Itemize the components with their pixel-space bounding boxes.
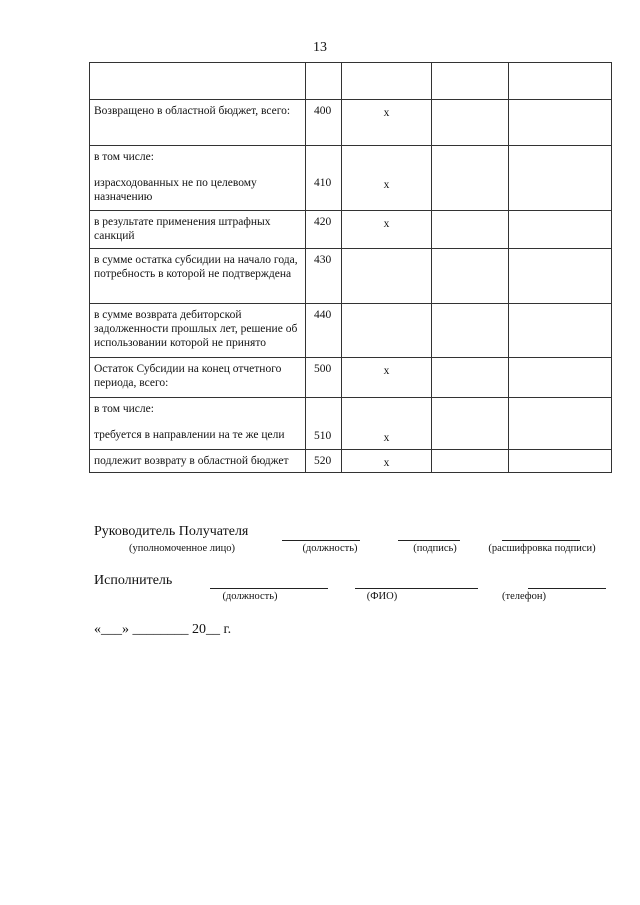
row-code-cell: 410 <box>306 146 342 211</box>
table-row <box>90 146 612 211</box>
row-code-cell: 440 <box>306 304 342 358</box>
row-name-text: израсходованных не по целевому назначению <box>94 177 257 203</box>
table-row <box>90 63 612 100</box>
row-name-cell <box>90 146 306 211</box>
value-cell <box>432 249 509 304</box>
table-row <box>90 450 612 473</box>
row-name-cell: Остаток Субсидии на конец отчетного периода, всего: <box>90 358 306 398</box>
row-code-cell: 430 <box>306 249 342 304</box>
table-row <box>90 211 612 249</box>
phone-line <box>528 588 606 589</box>
table-row <box>90 398 612 450</box>
value-cell <box>432 450 509 473</box>
row-x-cell: x <box>342 450 432 473</box>
row-x-cell: x <box>342 398 432 450</box>
row-name-cell: в сумме возврата дебиторской задолженности прошлых лет, решение об использовании которой не принято <box>90 304 306 358</box>
row-subheading: в том числе: <box>94 151 154 163</box>
position-line <box>282 540 360 541</box>
head-caption: (уполномоченное лицо) <box>128 543 236 554</box>
row-code-cell: 520 <box>306 450 342 473</box>
value-cell <box>509 146 612 211</box>
report-table <box>89 62 612 473</box>
value-cell <box>432 63 509 100</box>
page-number: 13 <box>313 40 327 55</box>
transcript-caption: (расшифровка подписи) <box>488 543 596 554</box>
date-line: «___» ________ 20__ г. <box>94 622 232 637</box>
row-name-text: требуется в направлении на те же цели <box>94 429 285 441</box>
row-name-cell: в результате применения штрафных санкций <box>90 211 306 249</box>
value-cell <box>432 304 509 358</box>
row-x-cell <box>342 304 432 358</box>
executor-label: Исполнитель <box>94 573 173 588</box>
executor-position-caption: (должность) <box>222 591 278 602</box>
value-cell <box>509 304 612 358</box>
value-cell <box>432 398 509 450</box>
row-name-cell: подлежит возврату в областной бюджет <box>90 450 306 473</box>
value-cell <box>509 450 612 473</box>
table-row <box>90 304 612 358</box>
fio-line <box>355 588 478 589</box>
row-code-cell: 420 <box>306 211 342 249</box>
value-cell <box>432 100 509 146</box>
value-cell <box>509 398 612 450</box>
transcript-line <box>502 540 580 541</box>
value-cell <box>509 63 612 100</box>
head-label: Руководитель Получателя <box>94 524 249 539</box>
value-cell <box>432 211 509 249</box>
row-name-cell: Возвращено в областной бюджет, всего: <box>90 100 306 146</box>
row-x-cell: x <box>342 146 432 211</box>
phone-caption: (телефон) <box>502 591 546 602</box>
value-cell <box>509 100 612 146</box>
table-row <box>90 100 612 146</box>
table-row <box>90 358 612 398</box>
row-name-cell: в сумме остатка субсидии на начало года, потребность в которой не подтверждена <box>90 249 306 304</box>
row-code-cell: 400 <box>306 100 342 146</box>
value-cell <box>509 358 612 398</box>
row-subheading: в том числе: <box>94 403 154 415</box>
fio-caption: (ФИО) <box>366 591 398 602</box>
signature-caption: (подпись) <box>413 543 457 554</box>
row-code-cell: 500 <box>306 358 342 398</box>
table-row <box>90 249 612 304</box>
value-cell <box>432 146 509 211</box>
signature-line <box>398 540 460 541</box>
position-caption: (должность) <box>302 543 358 554</box>
value-cell <box>432 358 509 398</box>
value-cell <box>509 211 612 249</box>
value-cell <box>509 249 612 304</box>
executor-position-line <box>210 588 328 589</box>
row-x-cell <box>342 63 432 100</box>
row-code-cell <box>306 63 342 100</box>
row-name-cell <box>90 63 306 100</box>
row-name-cell <box>90 398 306 450</box>
row-code-cell: 510 <box>306 398 342 450</box>
row-x-cell: x <box>342 100 432 146</box>
row-x-cell: x <box>342 211 432 249</box>
row-x-cell: x <box>342 358 432 398</box>
row-x-cell <box>342 249 432 304</box>
